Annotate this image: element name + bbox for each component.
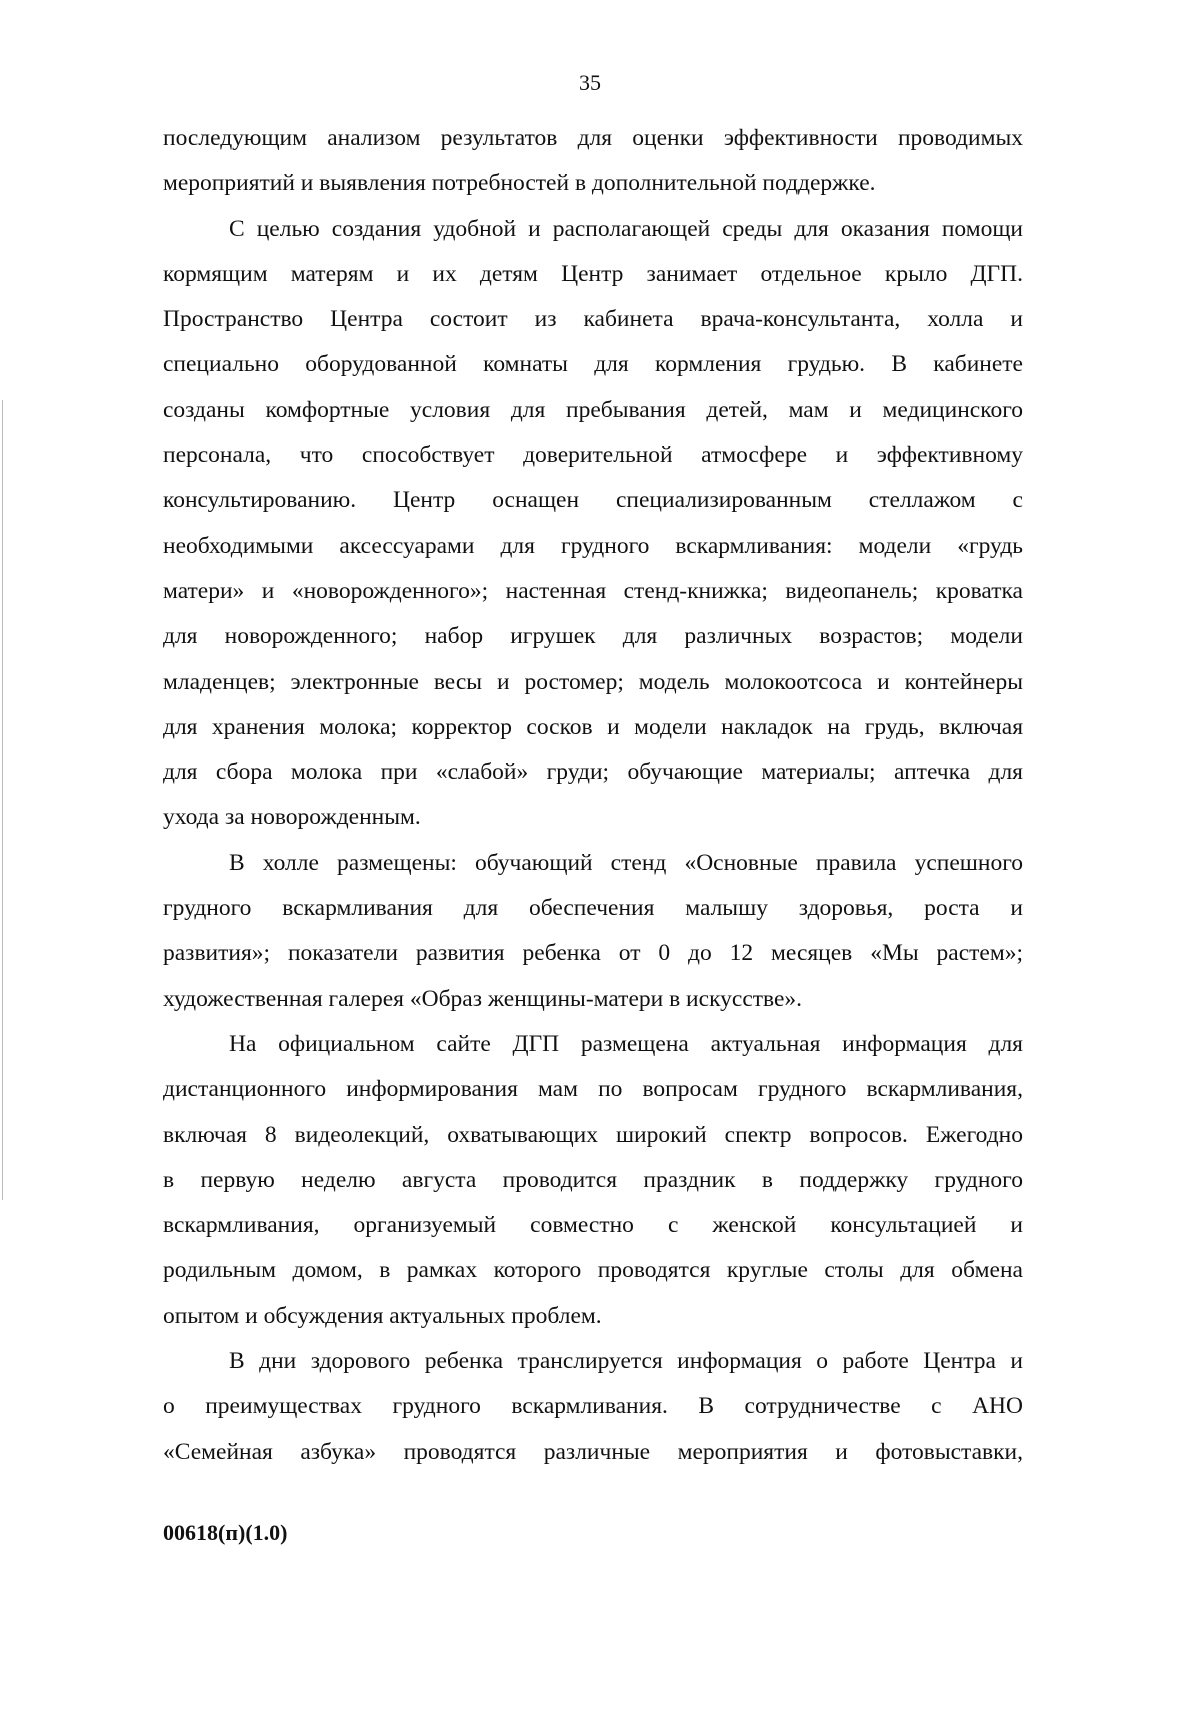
text-line: В холле размещены: обучающий стенд «Основные правила успешного	[229, 849, 1023, 876]
text-line: для новорожденного; набор игрушек для различных возрастов; модели	[163, 623, 1023, 650]
document-code: 00618(п)(1.0)	[163, 1520, 288, 1545]
text-line: ухода за новорожденным.	[163, 804, 421, 831]
scan-edge	[2, 400, 3, 1200]
text-line: специально оборудованной комнаты для кормления грудью. В кабинете	[163, 351, 1023, 378]
text-line: В дни здорового ребенка транслируется информация о работе Центра и	[229, 1348, 1023, 1375]
text-line: последующим анализом результатов для оценки эффективности проводимых	[163, 125, 1023, 151]
text-line: развития»; показатели развития ребенка от 0 до 12 месяцев «Мы растем»;	[163, 940, 1023, 967]
text-line: художественная галерея «Образ женщины-матери в искусстве».	[163, 985, 803, 1012]
text-line: грудного вскармливания для обеспечения малышу здоровья, роста и	[163, 895, 1023, 922]
page-number: 35	[579, 70, 601, 95]
text-line: включая 8 видеолекций, охватывающих широкий спектр вопросов. Ежегодно	[163, 1121, 1023, 1148]
text-line: родильным домом, в рамках которого проводятся круглые столы для обмена	[163, 1257, 1023, 1284]
text-line: С целью создания удобной и располагающей среды для оказания помощи	[229, 215, 1023, 242]
text-line: о преимуществах грудного вскармливания. В сотрудничестве с АНО	[163, 1393, 1023, 1420]
text-line: Пространство Центра состоит из кабинета врача-консультанта, холла и	[163, 306, 1023, 333]
text-line: «Семейная азбука» проводятся различные мероприятия и фотовыставки,	[163, 1438, 1023, 1465]
text-line: вскармливания, организуемый совместно с женской консультацией и	[163, 1212, 1023, 1239]
text-line: кормящим матерям и их детям Центр занимает отдельное крыло ДГП.	[163, 260, 1023, 287]
text-line: опытом и обсуждения актуальных проблем.	[163, 1302, 602, 1329]
text-line: На официальном сайте ДГП размещена актуальная информация для	[229, 1030, 1023, 1057]
text-line: для сбора молока при «слабой» груди; обучающие материалы; аптечка для	[163, 759, 1023, 786]
text-line: для хранения молока; корректор сосков и модели накладок на грудь, включая	[163, 713, 1023, 740]
text-line: в первую неделю августа проводится праздник в поддержку грудного	[163, 1166, 1023, 1193]
text-line: матери» и «новорожденного»; настенная стенд-книжка; видеопанель; кроватка	[163, 577, 1023, 604]
text-line: персонала, что способствует доверительной атмосфере и эффективному	[163, 442, 1023, 469]
text-line: дистанционного информирования мам по вопросам грудного вскармливания,	[163, 1076, 1023, 1103]
text-line: консультированию. Центр оснащен специализированным стеллажом с	[163, 487, 1023, 514]
text-line: необходимыми аксессуарами для грудного вскармливания: модели «грудь	[163, 532, 1023, 559]
text-line: мероприятий и выявления потребностей в дополнительной поддержке.	[163, 170, 876, 197]
body-text	[163, 116, 1023, 1475]
text-line: младенцев; электронные весы и ростомер; модель молокоотсоса и контейнеры	[163, 668, 1023, 695]
text-line: созданы комфортные условия для пребывания детей, мам и медицинского	[163, 396, 1023, 423]
